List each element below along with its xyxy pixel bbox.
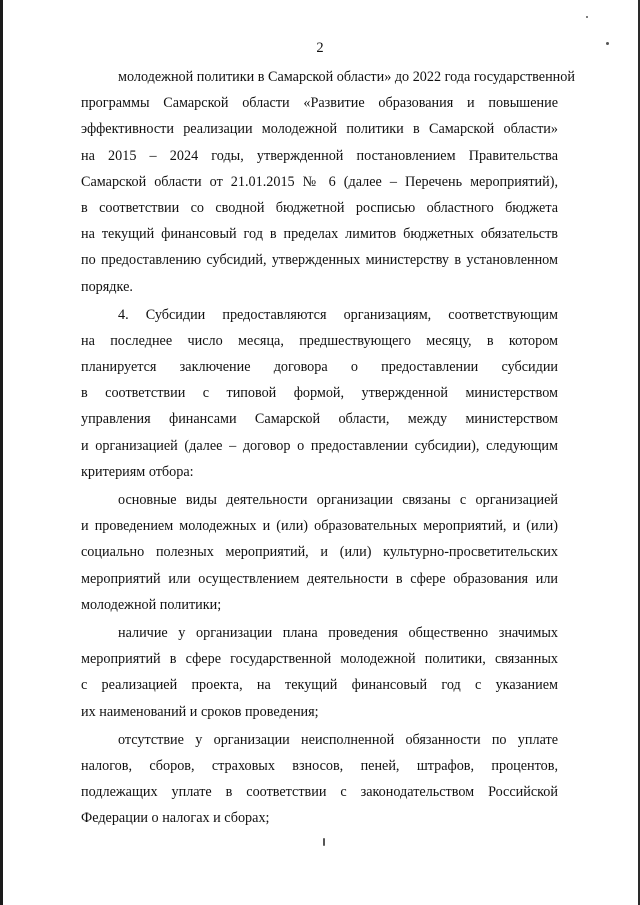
document-body xyxy=(81,64,575,833)
text-line: мероприятий в сфере государственной молодежной политики, связанных xyxy=(81,651,558,668)
text-line: на последнее число месяца, предшествующего месяцу, в котором xyxy=(81,332,558,349)
text-line: и организацией (далее – договор о предоставлении субсидии), следующим xyxy=(81,437,558,454)
paragraph-gap xyxy=(81,831,558,833)
paragraph xyxy=(81,620,558,725)
scan-speck xyxy=(323,838,325,846)
paragraph xyxy=(81,302,558,485)
scan-speck xyxy=(606,42,609,45)
text-line: наличие у организации плана проведения общественно значимых xyxy=(118,624,558,641)
text-line: в соответствии со сводной бюджетной росписью областного бюджета xyxy=(81,199,558,216)
text-line: отсутствие у организации неисполненной обязанности по уплате xyxy=(118,731,558,748)
page-number: 2 xyxy=(316,40,324,56)
text-line: мероприятий или осуществлением деятельности в сфере образования или xyxy=(81,570,558,587)
scan-edge-left xyxy=(0,0,3,905)
text-line: подлежащих уплате в соответствии с законодательством Российской xyxy=(81,784,558,801)
text-line: управления финансами Самарской области, между министерством xyxy=(81,411,558,428)
text-line: эффективности реализации молодежной политики в Самарской области» xyxy=(81,121,558,138)
text-line: 4. Субсидии предоставляются организациям, соответствующим xyxy=(118,306,558,323)
text-line: молодежной политики; xyxy=(81,596,222,613)
paragraph xyxy=(81,487,558,618)
text-line: и проведением молодежных и (или) образовательных мероприятий, и (или) xyxy=(81,518,558,535)
paragraph xyxy=(81,64,575,300)
text-line: налогов, сборов, страховых взносов, пеней, штрафов, процентов, xyxy=(81,757,558,774)
text-line: программы Самарской области «Развитие образования и повышение xyxy=(81,95,558,112)
text-line: на текущий финансовый год в пределах лимитов бюджетных обязательств xyxy=(81,226,558,243)
text-line: в соответствии с типовой формой, утвержденной министерством xyxy=(81,385,558,402)
scan-speck xyxy=(586,16,588,18)
text-line: по предоставлению субсидий, утвержденных министерству в установленном xyxy=(81,252,558,269)
text-line: Федерации о налогах и сборах; xyxy=(81,810,270,827)
text-line: планируется заключение договора о предоставлении субсидии xyxy=(81,359,558,376)
text-line: социально полезных мероприятий, и (или) культурно-просветительских xyxy=(81,544,558,561)
text-line: молодежной политики в Самарской области» до 2022 года государственной xyxy=(118,69,575,85)
text-line: их наименований и сроков проведения; xyxy=(81,703,319,720)
text-line: на 2015 – 2024 годы, утвержденной постановлением Правительства xyxy=(81,147,558,164)
text-line: основные виды деятельности организации связаны с организацией xyxy=(118,492,558,508)
text-line: порядке. xyxy=(81,278,133,295)
text-line: Самарской области от 21.01.2015 № 6 (далее – Перечень мероприятий), xyxy=(81,173,558,190)
text-line: критериям отбора: xyxy=(81,463,194,480)
paragraph xyxy=(81,727,558,832)
text-line: с реализацией проекта, на текущий финансовый год с указанием xyxy=(81,677,558,694)
